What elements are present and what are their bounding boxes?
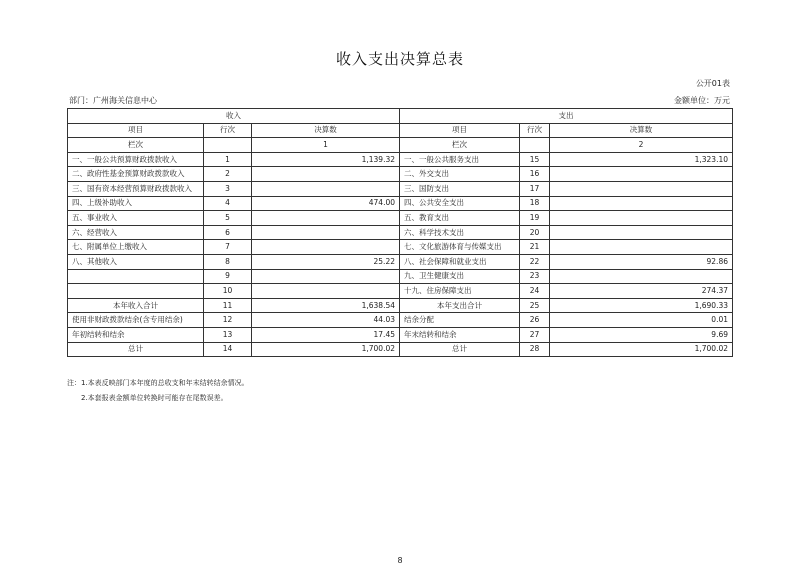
expense-row-no-cell: 18 bbox=[520, 196, 550, 211]
expense-row-no-cell: 22 bbox=[520, 254, 550, 269]
income-row-no-cell: 1 bbox=[204, 152, 252, 167]
income-item-cell: 三、国有资本经营预算财政拨款收入 bbox=[68, 181, 204, 196]
expense-row-no-cell: 19 bbox=[520, 211, 550, 226]
income-item-cell: 六、经营收入 bbox=[68, 225, 204, 240]
income-item-header: 项目 bbox=[68, 123, 204, 138]
expense-row-no-cell: 28 bbox=[520, 342, 550, 357]
table-row bbox=[68, 196, 733, 211]
expense-item-cell: 年末结转和结余 bbox=[400, 327, 520, 342]
expense-item-header: 项目 bbox=[400, 123, 520, 138]
income-row-no-cell: 8 bbox=[204, 254, 252, 269]
expense-item-cell: 九、卫生健康支出 bbox=[400, 269, 520, 284]
expense-amount-cell bbox=[550, 269, 733, 284]
income-amount-cell bbox=[252, 284, 400, 299]
income-row-no-cell: 10 bbox=[204, 284, 252, 299]
expense-amount-cell: 274.37 bbox=[550, 284, 733, 299]
income-amount-cell: 1,638.54 bbox=[252, 298, 400, 313]
table-row bbox=[68, 167, 733, 182]
expense-row-no-cell: 20 bbox=[520, 225, 550, 240]
column-header-row bbox=[68, 123, 733, 138]
expense-item-cell: 七、文化旅游体育与传媒支出 bbox=[400, 240, 520, 255]
expense-amount-header: 决算数 bbox=[550, 123, 733, 138]
table-row bbox=[68, 342, 733, 357]
expense-item-cell: 三、国防支出 bbox=[400, 181, 520, 196]
income-row-no-cell: 12 bbox=[204, 313, 252, 328]
column-label-row bbox=[68, 138, 733, 153]
income-amount-cell bbox=[252, 225, 400, 240]
expense-row-no-cell: 23 bbox=[520, 269, 550, 284]
expense-amount-cell: 92.86 bbox=[550, 254, 733, 269]
expense-row-no-cell: 16 bbox=[520, 167, 550, 182]
expense-row-no-cell: 27 bbox=[520, 327, 550, 342]
income-item-cell: 一、一般公共预算财政拨款收入 bbox=[68, 152, 204, 167]
expense-row-no-cell: 24 bbox=[520, 284, 550, 299]
table-row bbox=[68, 181, 733, 196]
report-title: 收入支出决算总表 bbox=[335, 50, 464, 68]
table-row bbox=[68, 327, 733, 342]
table-code: 公开01表 bbox=[695, 79, 730, 88]
table-row bbox=[68, 284, 733, 299]
table-row bbox=[68, 211, 733, 226]
income-row-no-cell: 13 bbox=[204, 327, 252, 342]
income-row-no-cell: 4 bbox=[204, 196, 252, 211]
income-item-cell: 八、其他收入 bbox=[68, 254, 204, 269]
notes bbox=[67, 376, 249, 406]
income-row-no-cell: 6 bbox=[204, 225, 252, 240]
income-row-no-cell: 5 bbox=[204, 211, 252, 226]
table-row bbox=[68, 152, 733, 167]
expense-row-no-header: 行次 bbox=[520, 123, 550, 138]
expense-column-label-blank bbox=[520, 138, 550, 153]
income-row-no-cell: 3 bbox=[204, 181, 252, 196]
expense-row-no-cell: 17 bbox=[520, 181, 550, 196]
income-item-cell: 本年收入合计 bbox=[68, 298, 204, 313]
income-row-no-cell: 9 bbox=[204, 269, 252, 284]
income-amount-cell bbox=[252, 211, 400, 226]
income-row-no-cell: 14 bbox=[204, 342, 252, 357]
income-amount-cell: 44.03 bbox=[252, 313, 400, 328]
expense-item-cell: 四、公共安全支出 bbox=[400, 196, 520, 211]
expense-item-cell: 本年支出合计 bbox=[400, 298, 520, 313]
expense-item-cell: 二、外交支出 bbox=[400, 167, 520, 182]
expense-amount-cell: 1,323.10 bbox=[550, 152, 733, 167]
income-expense-table bbox=[67, 108, 733, 357]
expense-amount-cell bbox=[550, 181, 733, 196]
expense-item-cell: 一、一般公共服务支出 bbox=[400, 152, 520, 167]
table-row bbox=[68, 254, 733, 269]
expense-amount-cell bbox=[550, 225, 733, 240]
expense-row-no-cell: 26 bbox=[520, 313, 550, 328]
income-column-label-blank bbox=[204, 138, 252, 153]
expense-row-no-cell: 21 bbox=[520, 240, 550, 255]
expense-amount-cell: 1,690.33 bbox=[550, 298, 733, 313]
expense-amount-cell bbox=[550, 167, 733, 182]
table-row bbox=[68, 313, 733, 328]
income-column-label: 栏次 bbox=[68, 138, 204, 153]
expense-amount-cell bbox=[550, 211, 733, 226]
page-number: 8 bbox=[397, 556, 403, 565]
income-amount-cell: 1,700.02 bbox=[252, 342, 400, 357]
income-item-cell: 四、上级补助收入 bbox=[68, 196, 204, 211]
expense-amount-cell: 9.69 bbox=[550, 327, 733, 342]
income-amount-cell: 17.45 bbox=[252, 327, 400, 342]
table-row bbox=[68, 240, 733, 255]
expense-amount-cell bbox=[550, 196, 733, 211]
unit-label: 金额单位：万元 bbox=[674, 96, 730, 105]
section-header-row bbox=[68, 109, 733, 124]
income-section-header: 收入 bbox=[68, 109, 400, 124]
income-item-cell bbox=[68, 284, 204, 299]
income-item-cell: 使用非财政拨款结余(含专用结余) bbox=[68, 313, 204, 328]
income-row-no-cell: 2 bbox=[204, 167, 252, 182]
income-item-cell: 二、政府性基金预算财政拨款收入 bbox=[68, 167, 204, 182]
expense-amount-cell bbox=[550, 240, 733, 255]
income-row-no-cell: 11 bbox=[204, 298, 252, 313]
note-1: 注：1.本表反映部门本年度的总收支和年末结转结余情况。 bbox=[67, 379, 249, 387]
income-amount-cell: 1,139.32 bbox=[252, 152, 400, 167]
income-amount-header: 决算数 bbox=[252, 123, 400, 138]
income-row-no-header: 行次 bbox=[204, 123, 252, 138]
income-item-cell: 总计 bbox=[68, 342, 204, 357]
department-label: 部门：广州海关信息中心 bbox=[69, 96, 157, 105]
expense-section-header: 支出 bbox=[400, 109, 733, 124]
income-item-cell: 七、附属单位上缴收入 bbox=[68, 240, 204, 255]
income-column-number: 1 bbox=[252, 138, 400, 153]
expense-row-no-cell: 15 bbox=[520, 152, 550, 167]
income-amount-cell bbox=[252, 240, 400, 255]
income-amount-cell: 474.00 bbox=[252, 196, 400, 211]
expense-item-cell: 八、社会保障和就业支出 bbox=[400, 254, 520, 269]
expense-item-cell: 五、教育支出 bbox=[400, 211, 520, 226]
table-row bbox=[68, 298, 733, 313]
table-row bbox=[68, 269, 733, 284]
table-row bbox=[68, 225, 733, 240]
expense-column-label: 栏次 bbox=[400, 138, 520, 153]
expense-amount-cell: 1,700.02 bbox=[550, 342, 733, 357]
note-2: 2.本套报表金额单位转换时可能存在尾数误差。 bbox=[81, 394, 228, 402]
expense-amount-cell: 0.01 bbox=[550, 313, 733, 328]
income-item-cell bbox=[68, 269, 204, 284]
expense-item-cell: 结余分配 bbox=[400, 313, 520, 328]
income-amount-cell bbox=[252, 181, 400, 196]
expense-row-no-cell: 25 bbox=[520, 298, 550, 313]
income-row-no-cell: 7 bbox=[204, 240, 252, 255]
income-item-cell: 年初结转和结余 bbox=[68, 327, 204, 342]
expense-column-number: 2 bbox=[550, 138, 733, 153]
expense-item-cell: 十九、住房保障支出 bbox=[400, 284, 520, 299]
expense-item-cell: 总计 bbox=[400, 342, 520, 357]
income-amount-cell bbox=[252, 167, 400, 182]
income-amount-cell bbox=[252, 269, 400, 284]
expense-item-cell: 六、科学技术支出 bbox=[400, 225, 520, 240]
income-item-cell: 五、事业收入 bbox=[68, 211, 204, 226]
income-amount-cell: 25.22 bbox=[252, 254, 400, 269]
